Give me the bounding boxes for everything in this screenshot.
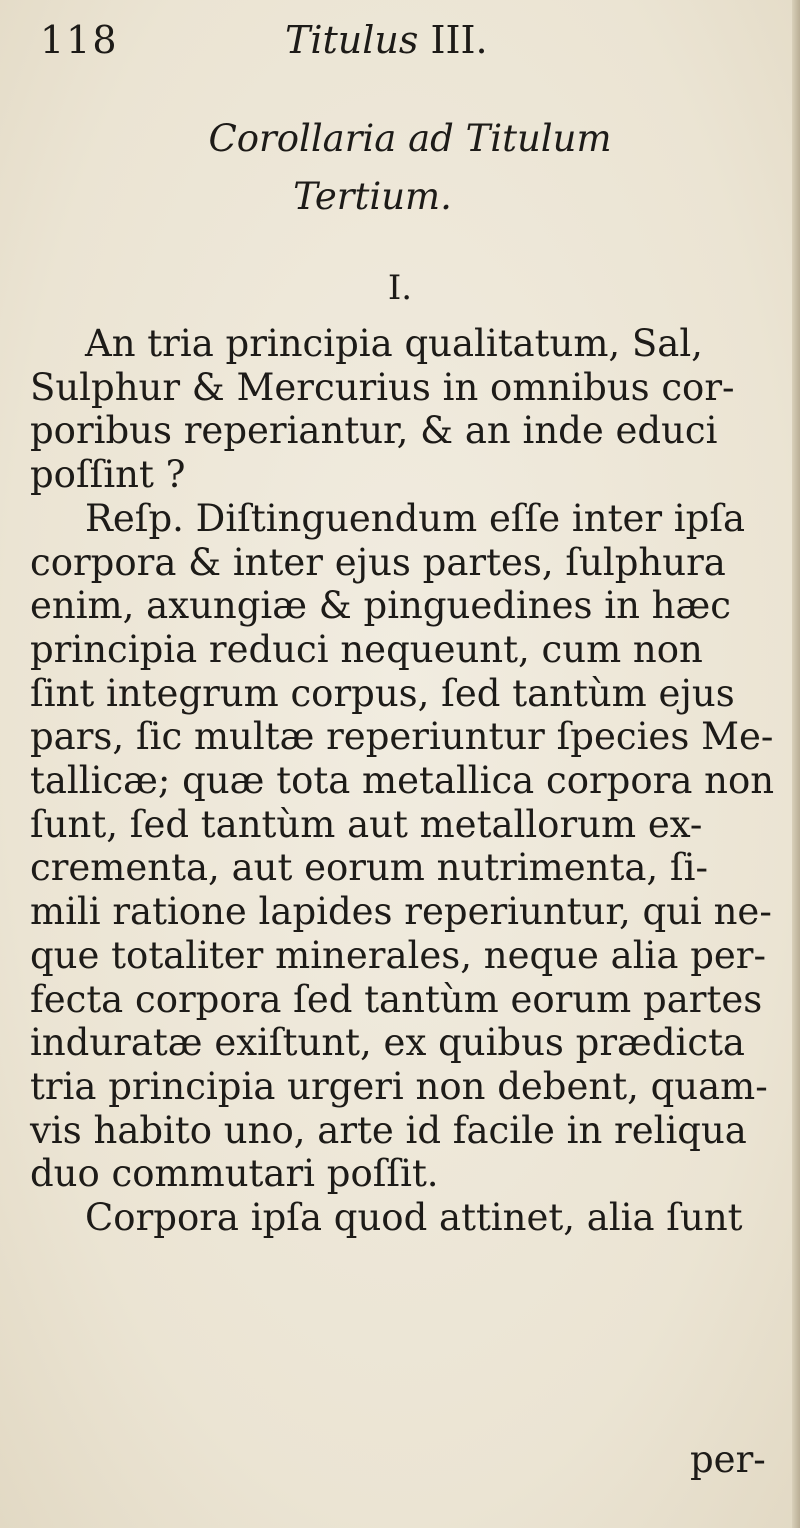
text-line: Corpora ipſa quod attinet, alia ſunt: [85, 1196, 743, 1240]
heading-line-2: Tertium.: [293, 175, 452, 218]
text-line: pars, ſic multæ reperiuntur ſpecies Me-: [30, 715, 774, 759]
text-line: enim, axungiæ & pinguedines in hæc: [30, 584, 732, 628]
text-line: duo commutari poſſit.: [30, 1152, 439, 1196]
running-title-italic: Titulus: [285, 18, 419, 62]
text-line: mili ratione lapides reperiuntur, qui ne-: [30, 890, 772, 934]
body-text: [30, 322, 785, 1240]
text-line: An tria principia qualitatum, Sal,: [85, 322, 703, 365]
text-line: ſunt, ſed tantùm aut metallorum ex-: [30, 802, 703, 846]
text-line: poſſint ?: [30, 453, 186, 497]
text-line: tallicæ; quæ tota metallica corpora non: [30, 759, 775, 803]
heading-line-1: Corollaria ad Titulum: [208, 117, 612, 160]
text-line: crementa, aut eorum nutrimenta, ſi-: [30, 846, 708, 890]
text-line: corpora & inter ejus partes, ſulphura: [30, 540, 726, 584]
catchword: per-: [690, 1438, 766, 1481]
text-line: tria principia urgeri non debent, quam-: [30, 1064, 768, 1108]
page-number: 118: [40, 18, 119, 62]
text-line: induratæ exiſtunt, ex quibus prædicta: [30, 1021, 745, 1065]
running-title-roman: III.: [430, 18, 488, 62]
text-line: poribus reperiantur, & an inde educi: [30, 409, 718, 453]
page-edge: [792, 0, 800, 1528]
text-line: principia reduci nequeunt, cum non: [30, 627, 703, 671]
running-title: [285, 18, 488, 62]
text-line: Sulphur & Mercurius in omnibus cor-: [30, 365, 735, 409]
text-line: fecta corpora ſed tantùm eorum partes: [30, 977, 763, 1021]
section-heading: [0, 110, 800, 226]
text-line: Reſp. Diſtinguendum eſſe inter ipſa: [85, 496, 746, 540]
text-line: vis habito uno, arte id facile in reliqua: [30, 1108, 747, 1152]
text-line: ſint integrum corpus, ſed tantùm ejus: [30, 671, 735, 715]
page-header: [40, 18, 760, 68]
text-line: que totaliter minerales, neque alia per-: [30, 933, 766, 977]
section-number: I.: [387, 268, 413, 308]
